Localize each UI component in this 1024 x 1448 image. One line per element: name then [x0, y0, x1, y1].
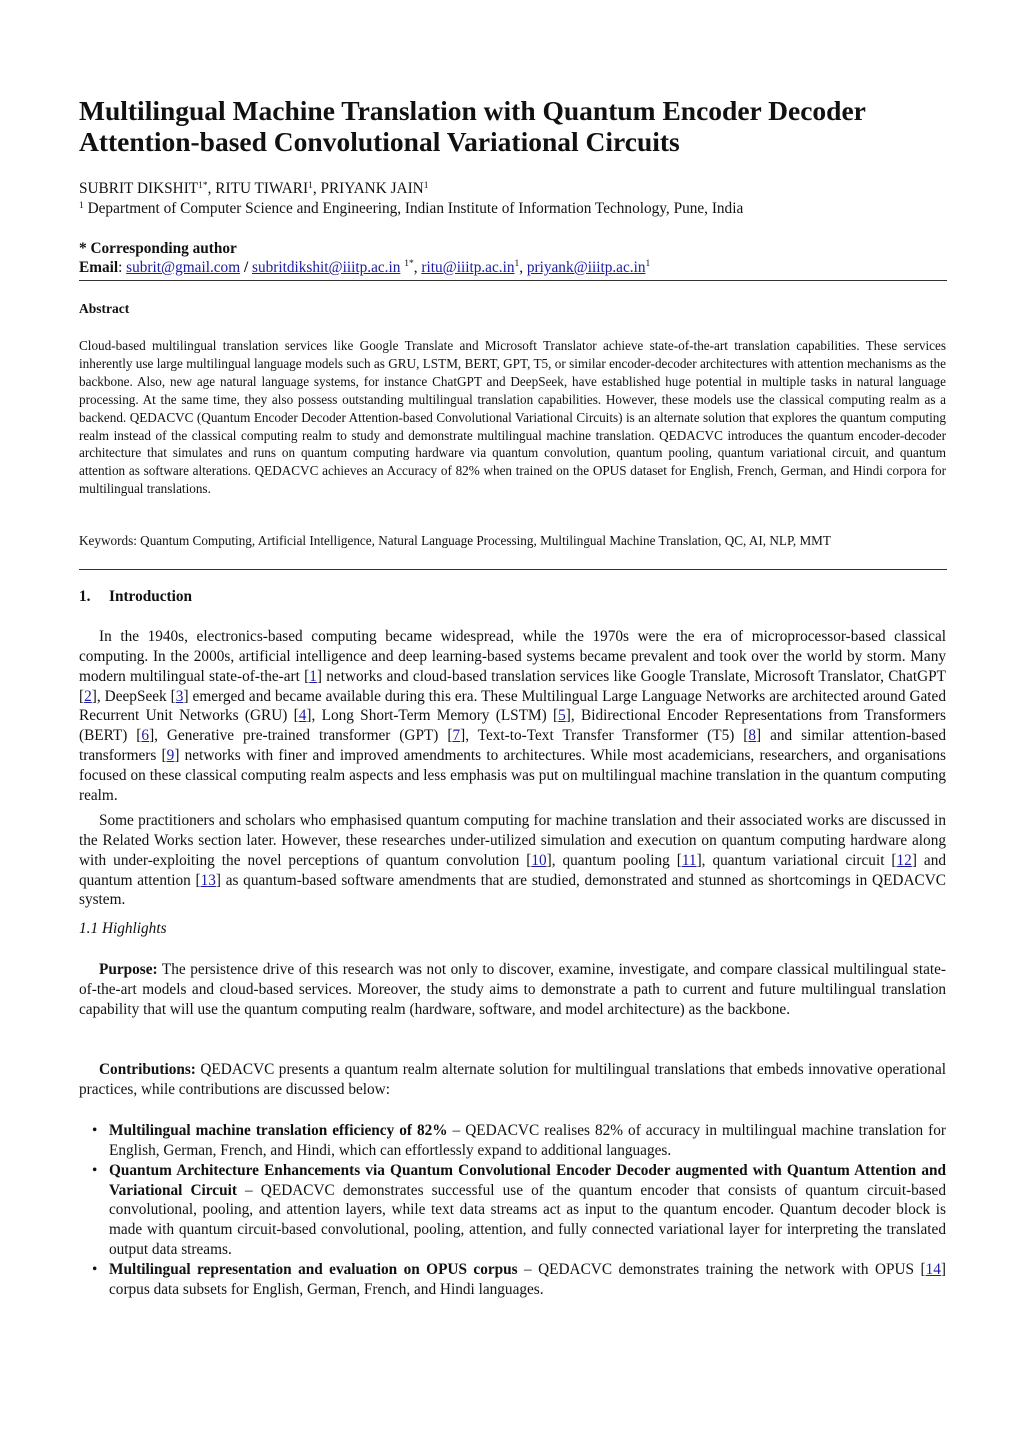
text-run: Some practitioners and scholars who emphasised quantum computing for machine translation and their associated works are discussed in the Related Works section later. However, these researches under-utilized simulation and execution on quantum computing hardware along with under-exploiting the novel perceptions of quantum convolution [ [79, 812, 946, 869]
text-run: ], quantum variational circuit [ [696, 851, 897, 869]
bold-lead-text: Contributions: [99, 1061, 196, 1078]
author-sup: 1 [308, 181, 313, 191]
email-link[interactable]: subritdikshit@iiitp.ac.in [252, 259, 401, 276]
email-sup: 1 [645, 259, 651, 269]
text-run: ] and quantum attention [ [79, 851, 946, 889]
bold-lead-text: Multilingual representation and evaluation on OPUS corpus [109, 1260, 518, 1278]
text-run: In the 1940s, electronics-based computing became widespread, while the 1970s were the era of microprocessor-based classical computing. In the 2000s, artificial intelligence and deep learning-based systems became prevalent and took over the world by storm. Many modern multilingual state-of-the-art [ [79, 628, 946, 685]
text-run: ], Bidirectional Encoder Representations from Transformers (BERT) [ [79, 707, 947, 745]
citation-link[interactable]: 13 [200, 871, 216, 889]
email-sup: 1 [514, 259, 520, 269]
list-item [79, 1121, 946, 1161]
affiliation-sup: 1 [79, 201, 84, 211]
bold-lead-text: Quantum Architecture Enhancements via Quantum Convolutional Encoder Decoder augmented with Quantum Attention and Variational Circuit [109, 1161, 946, 1199]
text-run: ] as quantum-based software amendments that are studied, demonstrated and stunned as shortcomings in QEDACVC system. [79, 871, 946, 909]
text-run: ] networks and cloud-based translation services like Google Translate, Microsoft Translator, ChatGPT [ [79, 667, 946, 705]
citation-link[interactable]: 4 [298, 707, 307, 725]
citation-link[interactable]: 7 [452, 727, 461, 745]
email-line: Email: subrit@gmail.com / subritdikshit@iiitp.ac.in $^{1*}$, $ritu@iiitp.ac.in^1$, $priyank@iiitp.ac.in^1$ [79, 259, 651, 276]
citation-link[interactable]: 12 [896, 851, 912, 869]
title-line: Multilingual Machine Translation with Quantum Encoder Decoder [79, 95, 866, 126]
affiliation [79, 199, 946, 219]
citation-link[interactable]: 5 [558, 707, 566, 725]
contributions-list [79, 1121, 946, 1300]
purpose-paragraph [79, 960, 946, 1020]
text-run: ], Long Short-Term Memory (LSTM) [ [306, 707, 559, 725]
list-item [79, 1260, 946, 1300]
text-run: – QEDACVC demonstrates successful use of the quantum encoder that consists of quantum circuit-based convolutional, pooling, and attention layers, while text data streams act as input to the quantum encoder. Quantum decoder block is made with quantum circuit-based convolutional, pooling, attention, and fully connected variational layer for interpreting the translated output data streams. [109, 1181, 946, 1259]
citation-link[interactable]: 14 [925, 1260, 941, 1278]
bold-lead-text: Multilingual machine translation efficiency of 82% [109, 1122, 448, 1139]
text-run: ] networks with finer and improved amendments to architectures. While most academicians, researchers, and organisations focused on these classical computing realm aspects and less emphasis was put on multilingual machine translation in the quantum computing realm. [79, 747, 946, 804]
author-sup: 1* [198, 181, 208, 191]
divider [79, 280, 947, 281]
email-link[interactable]: ritu@iiitp.ac.in [421, 259, 515, 276]
keywords: Keywords: Quantum Computing, Artificial Intelligence, Natural Language Processing, Multilingual Machine Translation, QC, AI, NLP, MMT [79, 533, 831, 548]
text-run: ] corpus data subsets for English, German, French, and Hindi languages. [109, 1260, 946, 1298]
text-run: ], Generative pre-trained transformer (GPT) [ [149, 727, 453, 745]
bold-lead-text: Purpose: [99, 961, 158, 978]
author-name: SUBRIT DIKSHIT [79, 180, 199, 197]
email-link[interactable]: priyank@iiitp.ac.in [526, 259, 646, 276]
corresponding-author [79, 239, 946, 277]
author-sup: 1 [423, 181, 429, 191]
corresponding-label: * Corresponding author [79, 240, 237, 257]
intro-paragraph-2 [79, 811, 946, 910]
list-item [79, 1161, 946, 1260]
citation-link[interactable]: 9 [166, 747, 175, 765]
citation-link[interactable]: 10 [531, 851, 547, 869]
email-sup: 1* [404, 259, 414, 269]
citation-link[interactable]: 11 [681, 851, 697, 869]
text-run: ], DeepSeek [ [91, 687, 176, 705]
abstract-heading: Abstract [79, 301, 130, 316]
abstract-text: Cloud-based multilingual translation services like Google Translate and Microsoft Translator achieve state-of-the-art translation capabilities. These services inherently use large multilingual language models such as GRU, LSTM, BERT, GPT, T5, or similar encoder-decoder architectures with attention mechanisms as the backbone. Also, new age natural language systems, for instance ChatGPT and DeepSeek, have established huge potential in multiple tasks in natural language processing. At the same time, they also possess outstanding multilingual translation capabilities. However, these models use the classical computing realm as a backend. QEDACVC (Quantum Encoder Decoder Attention-based Convolutional Variational Circuits) is an alternate solution that explores the quantum computing realm instead of the classical computing realm to study and demonstrate multilingual machine translation. QEDACVC introduces the quantum encoder-decoder architecture that simulates and runs on quantum computing hardware via quantum convolution, quantum pooling, quantum variational circuit, and quantum attention as software alterations. QEDACVC achieves an Accuracy of 82% when trained on the OPUS dataset for English, French, German, and Hindi corpora for multilingual translations. [79, 338, 946, 497]
section-heading [79, 588, 946, 606]
citation-link[interactable]: 1 [309, 667, 317, 685]
subsection-heading: 1.1 Highlights [79, 920, 167, 937]
text-run: The persistence drive of this research was not only to discover, examine, investigate, and compare classical multilingual state-of-the-art models and cloud-based services. Moreover, the study aims to demonstrate a path to current and future multilingual translation capability that will use the quantum computing realm (hardware, software, and model architecture) as the backbone. [79, 961, 946, 1018]
text-run: ], quantum pooling [ [546, 851, 682, 869]
section-number: 1. [79, 588, 91, 605]
text-run: – QEDACVC realises 82% of accuracy in multilingual machine translation for English, German, French, and Hindi, which can effortlessly expand to additional languages. [109, 1122, 947, 1159]
affiliation-text: Department of Computer Science and Engineering, Indian Institute of Information Technology, Pune, India [87, 200, 744, 217]
text-run: QEDACVC presents a quantum realm alternate solution for multilingual translations that embeds innovative operational practices, while contributions are discussed below: [79, 1061, 946, 1098]
text-run: – QEDACVC demonstrates training the network with OPUS [ [517, 1260, 926, 1278]
author-name: PRIYANK JAIN [320, 180, 424, 197]
title-line: Attention-based Convolutional Variational Circuits [79, 126, 680, 157]
text-run: ] emerged and became available during this era. These Multilingual Large Language Networks are architected around Gated Recurrent Unit Networks (GRU) [ [79, 687, 946, 725]
text-run: ], Text-to-Text Transfer Transformer (T5) [ [460, 727, 749, 745]
section-title: Introduction [109, 588, 193, 605]
author-name: RITU TIWARI [215, 180, 309, 197]
citation-link[interactable]: 6 [141, 727, 150, 745]
author-list: SUBRIT $DIKSHIT^{1*}$, RITU TIWARI$^1$, PRIYANK JAIN$^1$ [79, 180, 429, 197]
text-run: ] and similar attention-based transformers [ [79, 727, 946, 765]
divider [79, 569, 947, 570]
email-label: Email [79, 259, 119, 276]
citation-link[interactable]: 3 [175, 687, 184, 705]
contributions-paragraph [79, 1060, 946, 1100]
author-block [79, 179, 946, 219]
paper-title [79, 95, 946, 157]
citation-link[interactable]: 8 [748, 727, 757, 745]
email-link[interactable]: subrit@gmail.com [126, 259, 241, 276]
citation-link[interactable]: 2 [84, 687, 92, 705]
intro-paragraph-1 [79, 627, 946, 806]
